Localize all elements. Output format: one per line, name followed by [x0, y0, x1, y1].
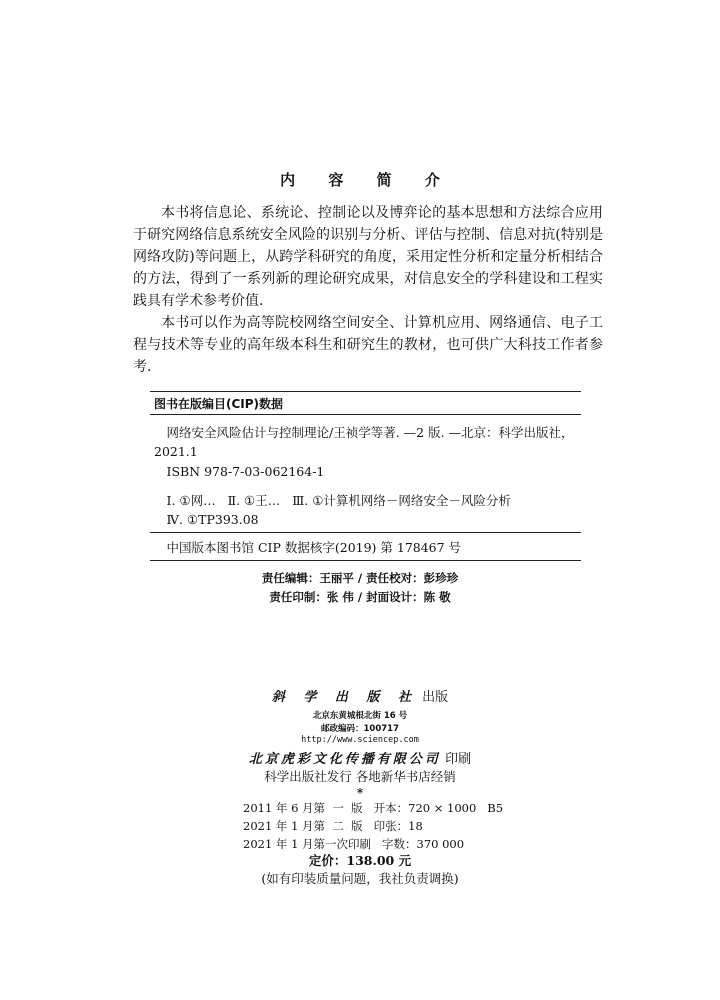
printer-line: [0, 748, 720, 767]
publisher-line: [0, 686, 720, 705]
cip-class-item-1: Ⅰ. ①网…: [166, 493, 216, 508]
cip-number: 中国版本图书馆 CIP 数据核字(2019) 第 178467 号: [166, 540, 462, 555]
publisher-url: http://www.sciencep.com: [301, 735, 419, 745]
cip-class-item-4: Ⅳ. ①TP393.08: [166, 512, 259, 527]
edition-line-1: 2011 年 6 月第 一 版 开本：720 × 1000 B5: [243, 801, 504, 815]
printer-action: 印刷: [445, 752, 472, 767]
cip-number-divider: [150, 532, 581, 533]
publisher-address: 北京东黄城根北街 16 号: [312, 711, 408, 721]
publisher-action: 出版: [422, 690, 449, 705]
cip-class-item-2: Ⅱ. ①王…: [227, 493, 281, 508]
staff-line-editors: 责任编辑：王丽平 / 责任校对：彭珍珍: [261, 571, 459, 585]
publisher-name: 斜 学 出 版 社: [271, 690, 418, 705]
cip-isbn: ISBN 978-7-03-062164-1: [166, 464, 325, 479]
cip-heading-divider: [150, 414, 581, 415]
printer-name: 北京虎彩文化传播有限公司: [248, 752, 441, 767]
distribution-line: 科学出版社发行 各地新华书店经销: [264, 769, 456, 784]
publisher-postcode: 邮政编码：100717: [321, 724, 399, 734]
cip-top-divider: [150, 391, 581, 392]
cip-classification: [154, 491, 581, 509]
quality-note: (如有印装质量问题，我社负责调换): [261, 871, 459, 886]
cip-title-line: 网络安全风险估计与控制理论/王祯学等著. —2 版. —北京：科学出版社，2021.1: [154, 425, 574, 459]
edition-line-2: 2021 年 1 月第 二 版 印张：18: [243, 819, 423, 833]
cip-bottom-divider: [150, 560, 581, 561]
cip-class-item-3: Ⅲ. ①计算机网络－网络安全－风险分析: [292, 493, 511, 508]
intro-paragraph-2: 本书可以作为高等院校网络空间安全、计算机应用、网络通信、电子工程与技术等专业的高年级本科生和研究生的教材，也可供广大科技工作者参考.: [133, 315, 603, 375]
intro-paragraph-1: 本书将信息论、系统论、控制论以及博弈论的基本思想和方法综合应用于研究网络信息系统安全风险的识别与分析、评估与控制、信息对抗(特别是网络攻防)等问题上，从跨学科研究的角度，采用定性分析和定量分析相结合的方法，得到了一系列新的理论研究成果，对信息安全的学科建设和工程实践具有学术参考价值.: [133, 205, 603, 309]
separator-star: *: [356, 786, 364, 800]
price: 定价：138.00 元: [308, 853, 412, 868]
page-title: 内 容 简 介: [280, 171, 454, 189]
staff-line-printing: 责任印制：张 伟 / 封面设计：陈 敬: [269, 590, 451, 604]
intro-text: [133, 202, 603, 378]
edition-line-3: 2021 年 1 月第一次印刷 字数：370 000: [243, 837, 465, 851]
cip-heading: 图书在版编目(CIP)数据: [154, 397, 284, 411]
